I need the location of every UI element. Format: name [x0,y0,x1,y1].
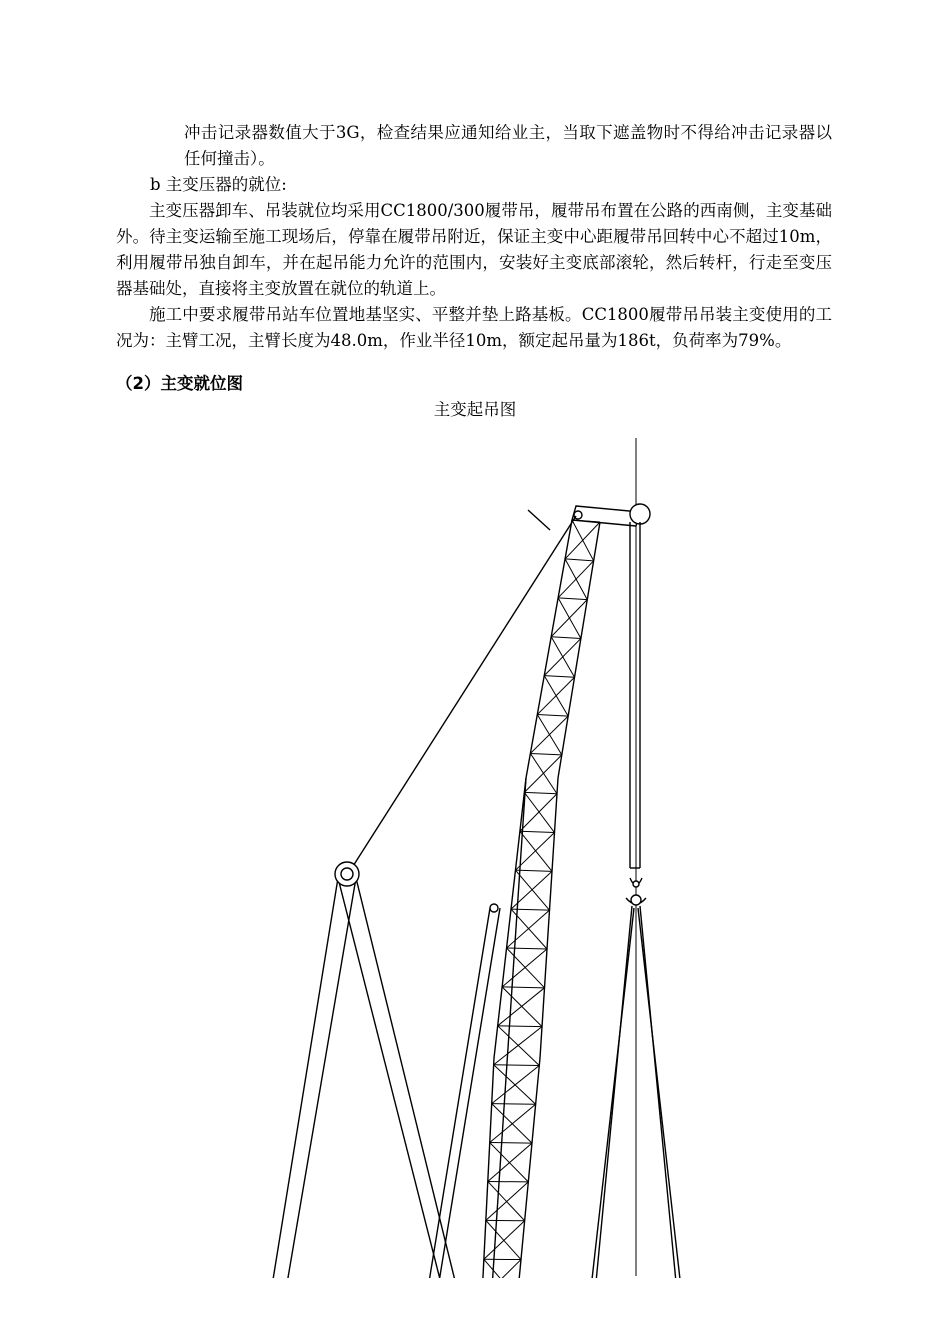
paragraph-crane-placement: 主变压器卸车、吊装就位均采用CC1800/300履带吊，履带吊布置在公路的西南侧，主变基础外。待主变运输至施工现场后，停靠在履带吊附近，保证主变中心距履带吊回转中心不超过10m，利用履带吊独自卸车，并在起吊能力允许的范围内，安装好主变底部滚轮，然后转杆，行走至变压器基础处，直接将主变放置在就位的轨道上。 [116,201,832,298]
boom-brace [484,1221,525,1260]
boom-strut [551,637,581,639]
boom-brace [482,1260,521,1278]
boom-strut [494,1065,540,1066]
boom-brace [486,1182,528,1220]
boom-strut [520,831,555,832]
boom-brace [494,1065,536,1105]
boom-strut [507,948,547,949]
boom-brace [520,794,557,832]
paragraph-shock-recorder: 冲击记录器数值大于3G，检查结果应通知给业主，当取下遮盖物时不得给冲击记录器以任何撞击）。 [184,123,832,168]
crane-lifting-figure [210,438,750,1278]
boom-brace [520,831,552,871]
boom-strut [537,715,568,717]
boom-strut [524,792,557,793]
paragraph-working-condition: 施工中要求履带吊站车位置地基坚实、平整并垫上路基板。CC1800履带吊吊装主变使用的工况为：主臂工况，主臂长度为48.0m，作业半径10m，额定起吊量为186t，负荷率为79%。 [116,305,832,350]
boom-strut [530,753,561,754]
figure-title: 主变起吊图 [433,400,517,419]
boom-brace [524,792,554,832]
boom-brace [486,1220,521,1259]
boom-brace [502,949,547,987]
boom-brace [515,870,549,910]
boom-brace [524,755,561,792]
boom-brace [490,1143,529,1182]
boom-brace [507,910,550,948]
boom-brace [502,987,542,1027]
boom-brace [492,1065,540,1103]
boom-strut [490,1143,532,1144]
boom-strut [558,598,587,600]
section-heading: （2）主变就位图 [116,374,243,393]
boom-strut [498,1026,542,1027]
boom-brace [511,871,552,909]
boom-strut [544,676,574,678]
boom-brace [494,1027,542,1065]
boom-strut [515,870,552,871]
boom-brace [498,988,545,1026]
boom-brace [488,1143,532,1181]
boom-strut [492,1104,536,1105]
boom-strut [565,559,594,561]
boom-brace [488,1181,525,1220]
paragraph-subheading-b: b 主变压器的就位: [150,175,287,194]
boom-strut [502,987,544,988]
boom-brace [490,1104,536,1142]
boom-brace [492,1104,532,1143]
crawler-crane-icon [210,438,750,1278]
